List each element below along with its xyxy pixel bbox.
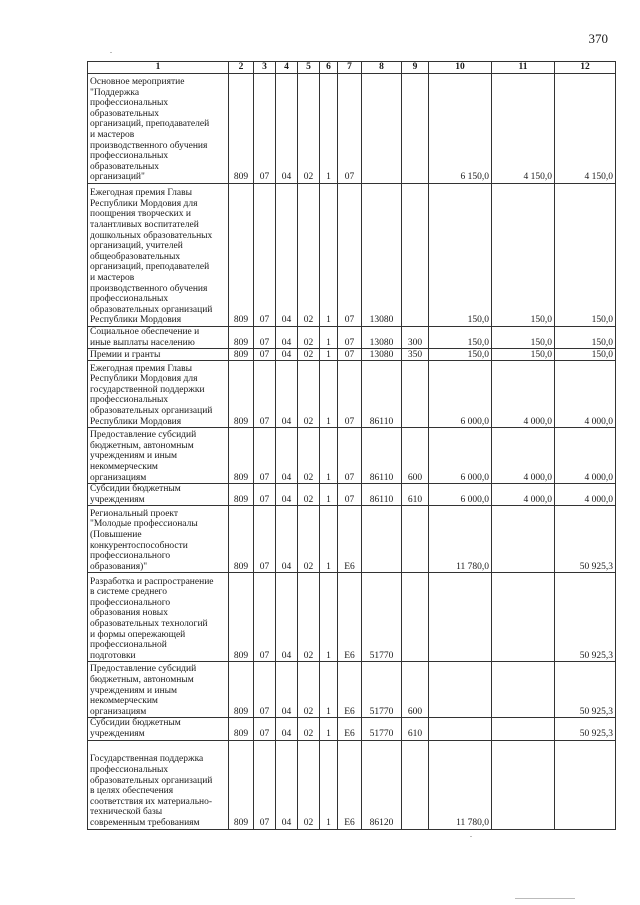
- row-name-cell: Субсидии бюджетным учреждениям: [88, 718, 229, 740]
- direction-code-cell: 13080: [362, 349, 402, 361]
- ministry-code-cell: 809: [229, 740, 254, 829]
- program-code-cell: 02: [298, 573, 320, 662]
- row-name-cell: Премии и гранты: [88, 349, 229, 361]
- amount-year1-cell: [429, 662, 492, 718]
- amount-year2-cell: 150,0: [492, 327, 555, 349]
- section-code-cell: 07: [254, 506, 276, 573]
- event-code-cell: 07: [338, 327, 362, 349]
- section-code-cell: 07: [254, 740, 276, 829]
- expense-type-cell: [402, 506, 429, 573]
- expense-type-cell: [402, 184, 429, 327]
- amount-year3-cell: 50 925,3: [555, 506, 616, 573]
- amount-year3-cell: [555, 740, 616, 829]
- subsection-code-cell: 04: [276, 74, 298, 184]
- subprogram-code-cell: 1: [320, 74, 338, 184]
- amount-year2-cell: 4 000,0: [492, 428, 555, 484]
- event-code-cell: 07: [338, 361, 362, 428]
- amount-year3-cell: 4 000,0: [555, 428, 616, 484]
- ministry-code-cell: 809: [229, 506, 254, 573]
- amount-year1-cell: 150,0: [429, 349, 492, 361]
- scan-speck: [110, 52, 112, 53]
- ministry-code-cell: 809: [229, 327, 254, 349]
- direction-code-cell: [362, 506, 402, 573]
- row-name-cell: Предоставление субсидий бюджетным, автономным учреждениям и иным некоммерческим организациям: [88, 662, 229, 718]
- program-code-cell: 02: [298, 428, 320, 484]
- row-name-cell: Субсидии бюджетным учреждениям: [88, 484, 229, 506]
- row-name-cell: Государственная поддержка профессиональных образовательных организаций в целях обеспечения соответствия их материально- технической базы современным требованиям: [88, 740, 229, 829]
- subprogram-code-cell: 1: [320, 573, 338, 662]
- column-header: 6: [320, 62, 338, 74]
- ministry-code-cell: 809: [229, 74, 254, 184]
- amount-year3-cell: 4 000,0: [555, 361, 616, 428]
- subprogram-code-cell: 1: [320, 506, 338, 573]
- program-code-cell: 02: [298, 74, 320, 184]
- direction-code-cell: 86110: [362, 361, 402, 428]
- subprogram-code-cell: 1: [320, 662, 338, 718]
- subsection-code-cell: 04: [276, 484, 298, 506]
- section-code-cell: 07: [254, 662, 276, 718]
- ministry-code-cell: 809: [229, 662, 254, 718]
- program-code-cell: 02: [298, 718, 320, 740]
- scan-speck: [470, 836, 472, 837]
- amount-year1-cell: 11 780,0: [429, 740, 492, 829]
- row-name-cell: Региональный проект "Молодые профессионалы (Повышение конкурентоспособности профессионального образования)": [88, 506, 229, 573]
- subprogram-code-cell: 1: [320, 361, 338, 428]
- direction-code-cell: 86110: [362, 428, 402, 484]
- amount-year3-cell: 150,0: [555, 349, 616, 361]
- amount-year1-cell: 6 000,0: [429, 484, 492, 506]
- program-code-cell: 02: [298, 484, 320, 506]
- table-row: [88, 718, 616, 740]
- table-row: [88, 349, 616, 361]
- amount-year1-cell: 6 150,0: [429, 74, 492, 184]
- expense-type-cell: 300: [402, 327, 429, 349]
- subsection-code-cell: 04: [276, 349, 298, 361]
- amount-year2-cell: [492, 718, 555, 740]
- table-row: [88, 74, 616, 184]
- column-header: 7: [338, 62, 362, 74]
- subsection-code-cell: 04: [276, 184, 298, 327]
- amount-year2-cell: [492, 506, 555, 573]
- row-name-cell: Ежегодная премия Главы Республики Мордовия для поощрения творческих и талантливых воспитателей дошкольных образовательных организаций, учителей общеобразовательных организаций, преподавателей и мастеров производственного обучения профессиональных образовательных организаций Республики Мордовия: [88, 184, 229, 327]
- subsection-code-cell: 04: [276, 428, 298, 484]
- amount-year3-cell: 50 925,3: [555, 573, 616, 662]
- ministry-code-cell: 809: [229, 184, 254, 327]
- direction-code-cell: 51770: [362, 718, 402, 740]
- event-code-cell: Е6: [338, 506, 362, 573]
- amount-year1-cell: 6 000,0: [429, 428, 492, 484]
- amount-year2-cell: [492, 740, 555, 829]
- column-header: 12: [555, 62, 616, 74]
- amount-year3-cell: 4 150,0: [555, 74, 616, 184]
- section-code-cell: 07: [254, 484, 276, 506]
- program-code-cell: 02: [298, 361, 320, 428]
- section-code-cell: 07: [254, 361, 276, 428]
- event-code-cell: Е6: [338, 662, 362, 718]
- direction-code-cell: 13080: [362, 184, 402, 327]
- table-row: [88, 428, 616, 484]
- table-row: [88, 361, 616, 428]
- amount-year1-cell: 6 000,0: [429, 361, 492, 428]
- program-code-cell: 02: [298, 184, 320, 327]
- section-code-cell: 07: [254, 74, 276, 184]
- row-name-cell: Ежегодная премия Главы Республики Мордовия для государственной поддержки профессиональных образовательных организаций Республики Мордовия: [88, 361, 229, 428]
- program-code-cell: 02: [298, 662, 320, 718]
- amount-year2-cell: 150,0: [492, 349, 555, 361]
- event-code-cell: Е6: [338, 573, 362, 662]
- table-row: [88, 484, 616, 506]
- subsection-code-cell: 04: [276, 740, 298, 829]
- ministry-code-cell: 809: [229, 573, 254, 662]
- program-code-cell: 02: [298, 327, 320, 349]
- expense-type-cell: [402, 573, 429, 662]
- table-row: [88, 184, 616, 327]
- event-code-cell: 07: [338, 184, 362, 327]
- direction-code-cell: 13080: [362, 327, 402, 349]
- table-row: [88, 327, 616, 349]
- direction-code-cell: 86120: [362, 740, 402, 829]
- expense-type-cell: 610: [402, 718, 429, 740]
- column-header: 4: [276, 62, 298, 74]
- program-code-cell: 02: [298, 740, 320, 829]
- section-code-cell: 07: [254, 327, 276, 349]
- expense-type-cell: [402, 361, 429, 428]
- amount-year1-cell: [429, 718, 492, 740]
- column-header: 10: [429, 62, 492, 74]
- ministry-code-cell: 809: [229, 349, 254, 361]
- event-code-cell: 07: [338, 349, 362, 361]
- table-row: [88, 662, 616, 718]
- column-header: 1: [88, 62, 229, 74]
- table-body: [88, 74, 616, 830]
- table-row: [88, 506, 616, 573]
- row-name-cell: Социальное обеспечение и иные выплаты населению: [88, 327, 229, 349]
- subprogram-code-cell: 1: [320, 428, 338, 484]
- event-code-cell: 07: [338, 74, 362, 184]
- ministry-code-cell: 809: [229, 428, 254, 484]
- subprogram-code-cell: 1: [320, 349, 338, 361]
- table-row: [88, 573, 616, 662]
- program-code-cell: 02: [298, 349, 320, 361]
- ministry-code-cell: 809: [229, 484, 254, 506]
- event-code-cell: Е6: [338, 718, 362, 740]
- direction-code-cell: 86110: [362, 484, 402, 506]
- amount-year2-cell: [492, 573, 555, 662]
- amount-year3-cell: 4 000,0: [555, 484, 616, 506]
- subsection-code-cell: 04: [276, 327, 298, 349]
- amount-year2-cell: 4 000,0: [492, 361, 555, 428]
- amount-year3-cell: 150,0: [555, 327, 616, 349]
- subsection-code-cell: 04: [276, 361, 298, 428]
- column-header: 11: [492, 62, 555, 74]
- expense-type-cell: 600: [402, 662, 429, 718]
- subprogram-code-cell: 1: [320, 740, 338, 829]
- page-number: 370: [588, 31, 608, 46]
- column-header: 8: [362, 62, 402, 74]
- amount-year3-cell: 50 925,3: [555, 662, 616, 718]
- row-name-cell: Разработка и распространение в системе среднего профессионального образования новых образовательных технологий и формы опережающей профессиональной подготовки: [88, 573, 229, 662]
- section-code-cell: 07: [254, 428, 276, 484]
- amount-year3-cell: 150,0: [555, 184, 616, 327]
- subsection-code-cell: 04: [276, 718, 298, 740]
- column-header: 5: [298, 62, 320, 74]
- amount-year3-cell: 50 925,3: [555, 718, 616, 740]
- row-name-cell: Предоставление субсидий бюджетным, автономным учреждениям и иным некоммерческим организациям: [88, 428, 229, 484]
- subsection-code-cell: 04: [276, 506, 298, 573]
- subsection-code-cell: 04: [276, 573, 298, 662]
- direction-code-cell: [362, 74, 402, 184]
- section-code-cell: 07: [254, 349, 276, 361]
- subsection-code-cell: 04: [276, 662, 298, 718]
- table-row: [88, 740, 616, 829]
- expense-type-cell: [402, 740, 429, 829]
- amount-year1-cell: 150,0: [429, 184, 492, 327]
- amount-year2-cell: [492, 662, 555, 718]
- subprogram-code-cell: 1: [320, 484, 338, 506]
- event-code-cell: Е6: [338, 740, 362, 829]
- program-code-cell: 02: [298, 506, 320, 573]
- budget-table: [87, 61, 616, 830]
- table-header-row: [88, 62, 616, 74]
- scan-speck: [515, 898, 575, 899]
- subprogram-code-cell: 1: [320, 718, 338, 740]
- column-header: 2: [229, 62, 254, 74]
- section-code-cell: 07: [254, 573, 276, 662]
- row-name-cell: Основное мероприятие "Поддержка профессиональных образовательных организаций, преподавателей и мастеров производственного обучения профессиональных образовательных организаций": [88, 74, 229, 184]
- subprogram-code-cell: 1: [320, 184, 338, 327]
- column-header: 3: [254, 62, 276, 74]
- amount-year1-cell: [429, 573, 492, 662]
- event-code-cell: 07: [338, 428, 362, 484]
- direction-code-cell: 51770: [362, 573, 402, 662]
- section-code-cell: 07: [254, 718, 276, 740]
- amount-year1-cell: 11 780,0: [429, 506, 492, 573]
- amount-year2-cell: 4 150,0: [492, 74, 555, 184]
- column-header: 9: [402, 62, 429, 74]
- ministry-code-cell: 809: [229, 718, 254, 740]
- expense-type-cell: 350: [402, 349, 429, 361]
- expense-type-cell: 610: [402, 484, 429, 506]
- amount-year2-cell: 4 000,0: [492, 484, 555, 506]
- subprogram-code-cell: 1: [320, 327, 338, 349]
- expense-type-cell: [402, 74, 429, 184]
- direction-code-cell: 51770: [362, 662, 402, 718]
- amount-year2-cell: 150,0: [492, 184, 555, 327]
- section-code-cell: 07: [254, 184, 276, 327]
- amount-year1-cell: 150,0: [429, 327, 492, 349]
- expense-type-cell: 600: [402, 428, 429, 484]
- ministry-code-cell: 809: [229, 361, 254, 428]
- event-code-cell: 07: [338, 484, 362, 506]
